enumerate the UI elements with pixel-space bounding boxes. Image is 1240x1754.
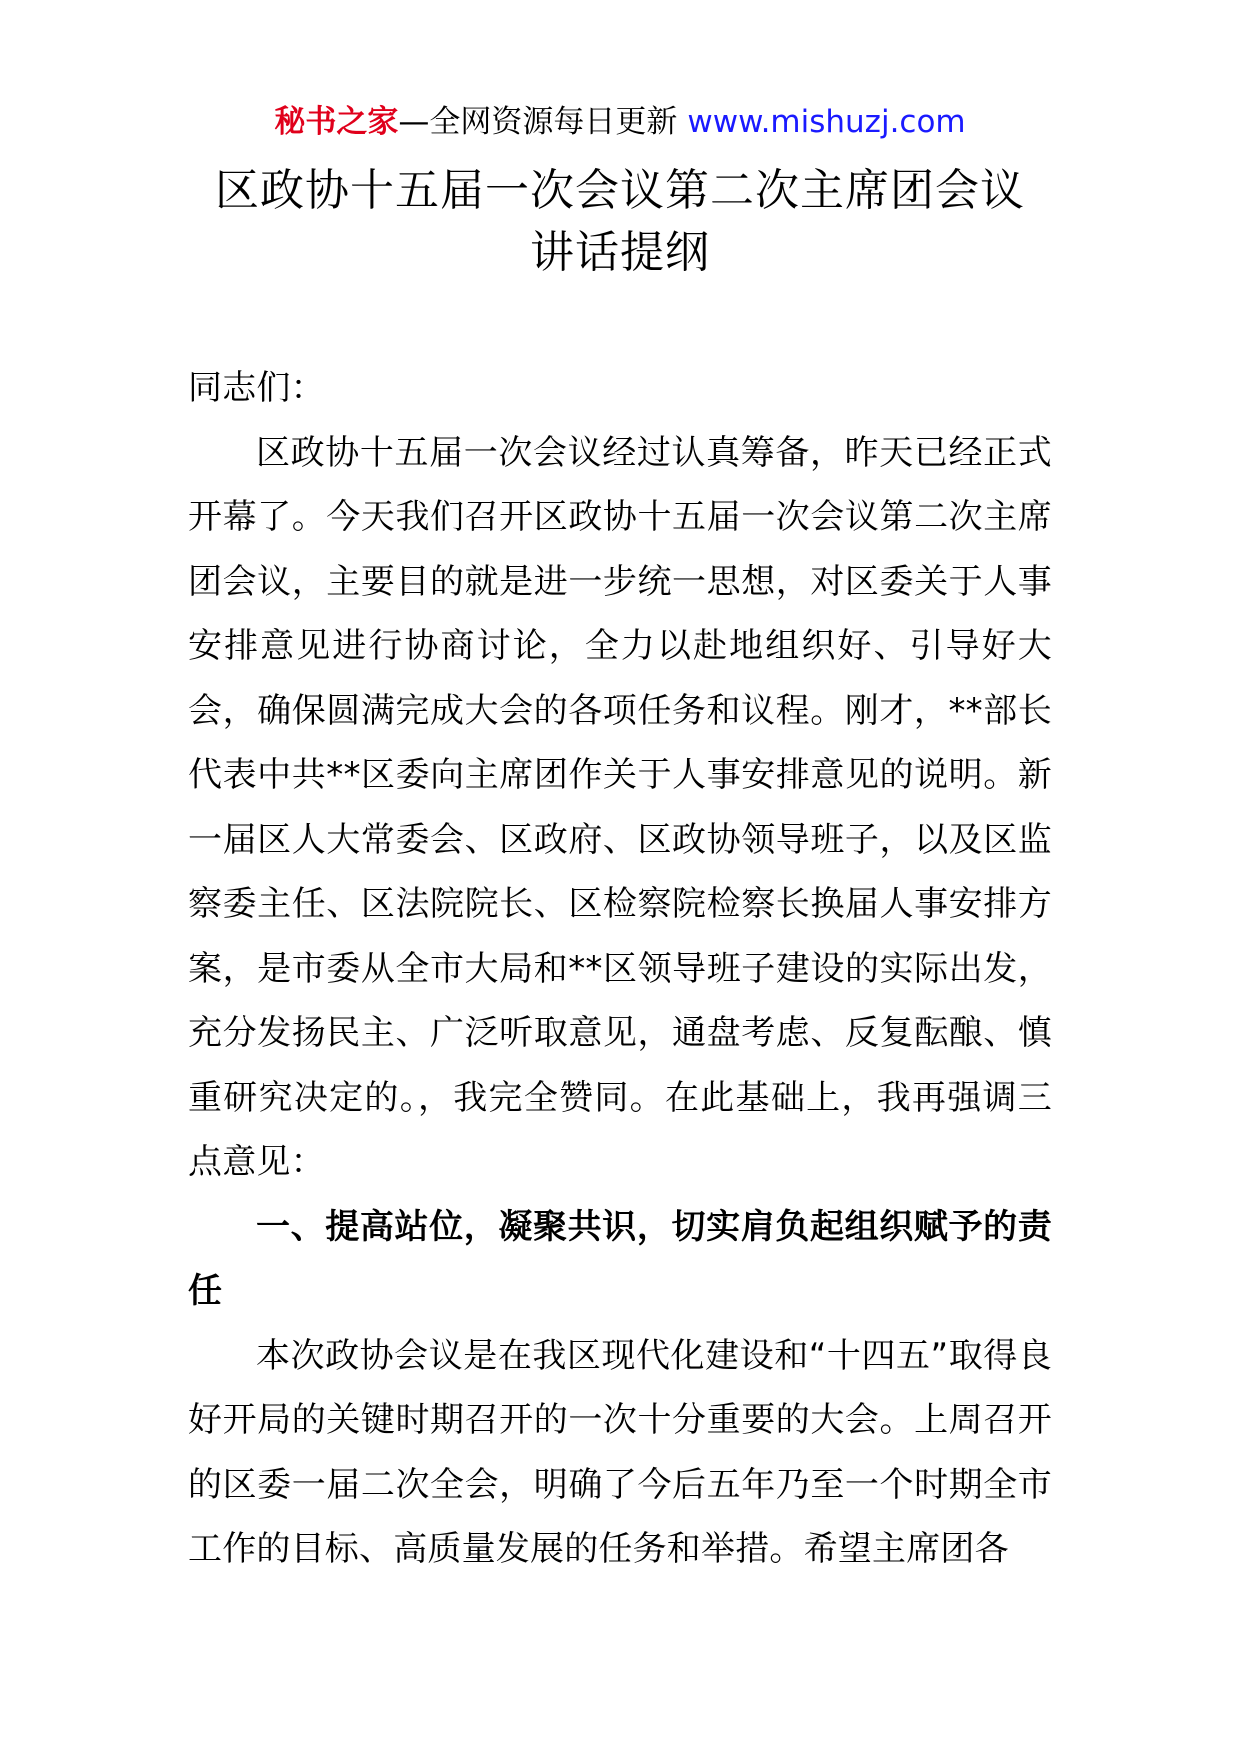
- site-url-link[interactable]: www.mishuzj.com: [687, 104, 966, 140]
- salutation: 同志们：: [188, 368, 325, 408]
- site-header: [0, 100, 1240, 144]
- site-slogan: —全网资源每日更新: [398, 104, 678, 140]
- body-paragraph-2: 本次政协会议是在我区现代化建设和“十四五”取得良好开局的关键时期召开的一次十分重要的大会。上周召开的区委一届二次全会，明确了今后五年乃至一个时期全市工作的目标、高质量发展的任务和举措。希望主席团各: [188, 1335, 1052, 1569]
- section-heading-1: 一、提高站位，凝聚共识，切实肩负起组织赋予的责任: [188, 1206, 1052, 1311]
- document-body: [188, 356, 1052, 1582]
- brand-name[interactable]: 秘书之家: [274, 104, 399, 140]
- title-line-2: 讲话提纲: [530, 227, 710, 278]
- title-line-1: 区政协十五届一次会议第二次主席团会议: [215, 165, 1025, 216]
- document-title: [0, 160, 1240, 284]
- body-paragraph-1: 区政协十五届一次会议经过认真筹备，昨天已经正式开幕了。今天我们召开区政协十五届一次会议第二次主席团会议，主要目的就是进一步统一思想，对区委关于人事安排意见进行协商讨论，全力以赴地组织好、引导好大会，确保圆满完成大会的各项任务和议程。刚才，**部长代表中共**区委向主席团作关于人事安排意见的说明。新一届区人大常委会、区政府、区政协领导班子，以及区监察委主任、区法院院长、区检察院检察长换届人事安排方案，是市委从全市大局和**区领导班子建设的实际出发，充分发扬民主、广泛听取意见，通盘考虑、反复酝酿、慎重研究决定的。，我完全赞同。在此基础上，我再强调三点意见：: [188, 432, 1052, 1182]
